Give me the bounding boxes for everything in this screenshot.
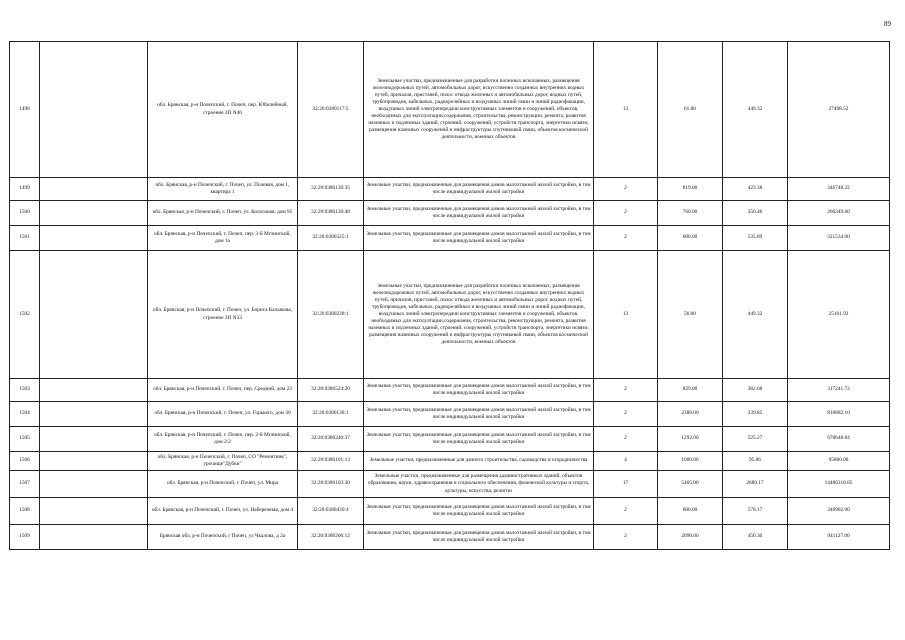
cadastral-number-cell: 32:20:0380138:1 xyxy=(298,402,364,427)
specific-value-cell: 450.30 xyxy=(723,525,788,550)
group-cell: 2 xyxy=(594,201,658,226)
specific-value-cell: 339.85 xyxy=(723,402,788,427)
cadastral-number-cell: 32:20:0380240:37 xyxy=(298,427,364,452)
address-cell: обл. Брянская, р-н Почепский, г. Почеп, ул. Набережная, дом 4 xyxy=(148,498,298,525)
table-row xyxy=(10,226,890,251)
cadastral-value-cell: 266349.60 xyxy=(788,201,890,226)
address-cell: обл. Брянская, р-н Почепский, г. Почеп, пер. 2-й Мглинский, дом 2/2 xyxy=(148,427,298,452)
blank-cell xyxy=(40,201,148,226)
row-number: 1508 xyxy=(10,498,40,525)
address-cell: обл. Брянская, р-н Почепский, г. Почеп, ул. Мира xyxy=(148,471,298,498)
table-row xyxy=(10,178,890,201)
row-number: 1507 xyxy=(10,471,40,498)
area-cell: 1292.00 xyxy=(658,427,723,452)
specific-value-cell: 2680.17 xyxy=(723,471,788,498)
specific-value-cell: 578.17 xyxy=(723,498,788,525)
cadastral-value-cell: 95860.00 xyxy=(788,452,890,471)
group-cell: 2 xyxy=(594,178,658,201)
table-row xyxy=(10,402,890,427)
cadastral-value-cell: 346748.22 xyxy=(788,178,890,201)
specific-value-cell: 525.27 xyxy=(723,427,788,452)
address-cell: обл. Брянская, р-н Почепский, г. Почеп, ул. Колхозная, дом 95 xyxy=(148,201,298,226)
cadastral-value-cell: 810882.10 xyxy=(788,402,890,427)
cadastral-value-cell: 27408.52 xyxy=(788,42,890,178)
cadastral-value-cell: 321534.00 xyxy=(788,226,890,251)
group-cell: 4 xyxy=(594,452,658,471)
permitted-use-cell: Земельные участки, предназначенные для размещения домов малоэтажной жилой застройки, в том числе индивидуальной жилой застройки xyxy=(364,178,594,201)
cadastral-number-cell: 32:20:0380430:4 xyxy=(298,498,364,525)
cadastral-number-cell: 32:20:0380524:20 xyxy=(298,379,364,402)
permitted-use-cell: Земельные участки, предназначенные для разработки полезных ископаемых, размещения железнодорожных путей, автомобильных дорог, искусственно созданных внутренних водных путей, причалов, пристаней, полос отвода железных и автомобильных дорог, водных путей, трубопроводов, кабельных, радиорелейных и воздушных линий связи и линий радиофикации, воздушных линий электропередачи конструктивных элементов и сооружений, объектов, необходимых для эксплуатации,содержания, строительства, реконструкции, ремонта, развития наземных и подземных зданий, строений, сооружений, устройств транспорта, энергетики иcвязи; размещения наземных сооружений и инфраструктуры спутниковой связи, объектов космической деятельности, военных объектов xyxy=(364,251,594,379)
cadastral-number-cell: 32:20:0380325:1 xyxy=(298,226,364,251)
cadastral-value-cell: 346902.00 xyxy=(788,498,890,525)
blank-cell xyxy=(40,471,148,498)
row-number: 1500 xyxy=(10,201,40,226)
row-number: 1501 xyxy=(10,226,40,251)
group-cell: 2 xyxy=(594,427,658,452)
permitted-use-cell: Земельные участки, предназначенные для размещения домов малоэтажной жилой застройки, в том числе индивидуальной жилой застройки xyxy=(364,226,594,251)
cadastral-number-cell: 32:20:0380228:1 xyxy=(298,251,364,379)
blank-cell xyxy=(40,402,148,427)
table-row xyxy=(10,201,890,226)
cadastral-number-cell: 32:20:0380130:35 xyxy=(298,178,364,201)
row-number: 1504 xyxy=(10,402,40,427)
table-row xyxy=(10,379,890,402)
group-cell: 2 xyxy=(594,525,658,550)
blank-cell xyxy=(40,452,148,471)
table-row xyxy=(10,498,890,525)
specific-value-cell: 449.32 xyxy=(723,251,788,379)
specific-value-cell: 423.38 xyxy=(723,178,788,201)
group-cell: 13 xyxy=(594,42,658,178)
row-number: 1503 xyxy=(10,379,40,402)
cadastral-number-cell: 32:20:0380136:48 xyxy=(298,201,364,226)
address-cell: Брянская обл, р-н Почепский, г Почеп, ул Чкалова, д 2а xyxy=(148,525,298,550)
address-cell: обл. Брянская, р-н Почепский, г. Почеп, ул. Бориса Калыкова, строение ЗП N33 xyxy=(148,251,298,379)
permitted-use-cell: Земельные участки, предназначенные для размещения домов малоэтажной жилой застройки, в том числе индивидуальной жилой застройки xyxy=(364,402,594,427)
area-cell: 2090.00 xyxy=(658,525,723,550)
group-cell: 13 xyxy=(594,251,658,379)
blank-cell xyxy=(40,427,148,452)
table-row xyxy=(10,471,890,498)
group-cell: 2 xyxy=(594,402,658,427)
table-row xyxy=(10,452,890,471)
address-cell: обл. Брянская, р-н Почепский, г. Почеп, пер. 3-й Мглинский, дом 1а xyxy=(148,226,298,251)
blank-cell xyxy=(40,42,148,178)
cadastral-number-cell: 32:20:0380206:12 xyxy=(298,525,364,550)
specific-value-cell: 95.86 xyxy=(723,452,788,471)
specific-value-cell: 449.32 xyxy=(723,42,788,178)
area-cell: 829.00 xyxy=(658,379,723,402)
permitted-use-cell: Земельные участки, предназначенные для разработки полезных ископаемых, размещения железнодорожных путей, автомобильных дорог, искусственно созданных внутренних водных путей, причалов, пристаней, полос отвода железных и автомобильных дорог, водных путей, трубопроводов, кабельных, радиорелейных и воздушных линий связи и линий радиофикации, воздушных линий электропередачи конструктивных элементов и сооружений, объектов, необходимых для эксплуатации,содержания, строительства, реконструкции, ремонта, развития наземных и подземных зданий, строений, сооружений, устройств транспорта, энергетики иcвязи; размещения наземных сооружений и инфраструктуры спутниковой связи, объектов космической деятельности, военных объектов xyxy=(364,42,594,178)
area-cell: 56.00 xyxy=(658,251,723,379)
specific-value-cell: 382.68 xyxy=(723,379,788,402)
cadastral-value-cell: 941127.00 xyxy=(788,525,890,550)
cadastral-value-cell: 317241.72 xyxy=(788,379,890,402)
address-cell: обл. Брянская, р-н Почепский, г. Почеп, ул. Полевая, дом 1, квартира 1 xyxy=(148,178,298,201)
area-cell: 760.00 xyxy=(658,201,723,226)
area-cell: 61.00 xyxy=(658,42,723,178)
group-cell: 17 xyxy=(594,471,658,498)
row-number: 1502 xyxy=(10,251,40,379)
address-cell: обл. Брянская, р-н Почепский, г. Почеп, пер. Средний, дом 23 xyxy=(148,379,298,402)
group-cell: 2 xyxy=(594,226,658,251)
row-number: 1499 xyxy=(10,178,40,201)
row-number: 1505 xyxy=(10,427,40,452)
blank-cell xyxy=(40,525,148,550)
table-row xyxy=(10,42,890,178)
cadastral-number-cell: 32:20:0380103:30 xyxy=(298,471,364,498)
cadastral-number-cell: 32:20:0380117:5 xyxy=(298,42,364,178)
area-cell: 600.00 xyxy=(658,498,723,525)
area-cell: 2386.00 xyxy=(658,402,723,427)
specific-value-cell: 535.89 xyxy=(723,226,788,251)
permitted-use-cell: Земельные участки, предназначенные для размещения домов малоэтажной жилой застройки, в том числе индивидуальной жилой застройки xyxy=(364,498,594,525)
permitted-use-cell: Земельные участки, предназначенные для размещения административных зданий, объектов образования, науки, здравоохранения и социального обеспечения, физической культуры и спорта, культуры, искусства, религии xyxy=(364,471,594,498)
row-number: 1506 xyxy=(10,452,40,471)
cadastral-value-cell: 678648.84 xyxy=(788,427,890,452)
blank-cell xyxy=(40,379,148,402)
cadastral-value-cell: 25161.92 xyxy=(788,251,890,379)
permitted-use-cell: Земельные участки, предназначенные для размещения домов малоэтажной жилой застройки, в том числе индивидуальной жилой застройки xyxy=(364,427,594,452)
blank-cell xyxy=(40,178,148,201)
permitted-use-cell: Земельные участки, предназначенные для размещения домов малоэтажной жилой застройки, в том числе индивидуальной жилой застройки xyxy=(364,379,594,402)
cadastral-number-cell: 32:20:0380101:13 xyxy=(298,452,364,471)
group-cell: 2 xyxy=(594,379,658,402)
page-number: 89 xyxy=(884,20,891,28)
group-cell: 2 xyxy=(594,498,658,525)
cadastral-value-table xyxy=(9,41,890,550)
area-cell: 5405.00 xyxy=(658,471,723,498)
table-body xyxy=(10,42,890,550)
blank-cell xyxy=(40,498,148,525)
address-cell: обл. Брянская, р-н Почепский, г. Почеп, ул. Горького, дом 30 xyxy=(148,402,298,427)
address-cell: обл. Брянская, р-н Почепский, г. Почеп, пер. Юбилейный, строение ЗП N46 xyxy=(148,42,298,178)
table-row xyxy=(10,251,890,379)
area-cell: 600.00 xyxy=(658,226,723,251)
blank-cell xyxy=(40,251,148,379)
cadastral-value-cell: 14486318.85 xyxy=(788,471,890,498)
specific-value-cell: 350.46 xyxy=(723,201,788,226)
row-number: 1498 xyxy=(10,42,40,178)
permitted-use-cell: Земельные участки, предназначенные для дачного строительства, садоводства и огородничества xyxy=(364,452,594,471)
permitted-use-cell: Земельные участки, предназначенные для размещения домов малоэтажной жилой застройки, в том числе индивидуальной жилой застройки xyxy=(364,201,594,226)
row-number: 1509 xyxy=(10,525,40,550)
area-cell: 1000.00 xyxy=(658,452,723,471)
address-cell: обл. Брянская, р-н Почепский, г. Почеп, СО "Ремонтник", урочище"Дубки" xyxy=(148,452,298,471)
blank-cell xyxy=(40,226,148,251)
permitted-use-cell: Земельные участки, предназначенные для размещения домов малоэтажной жилой застройки, в том числе индивидуальной жилой застройки xyxy=(364,525,594,550)
table-row xyxy=(10,525,890,550)
table-row xyxy=(10,427,890,452)
area-cell: 819.00 xyxy=(658,178,723,201)
